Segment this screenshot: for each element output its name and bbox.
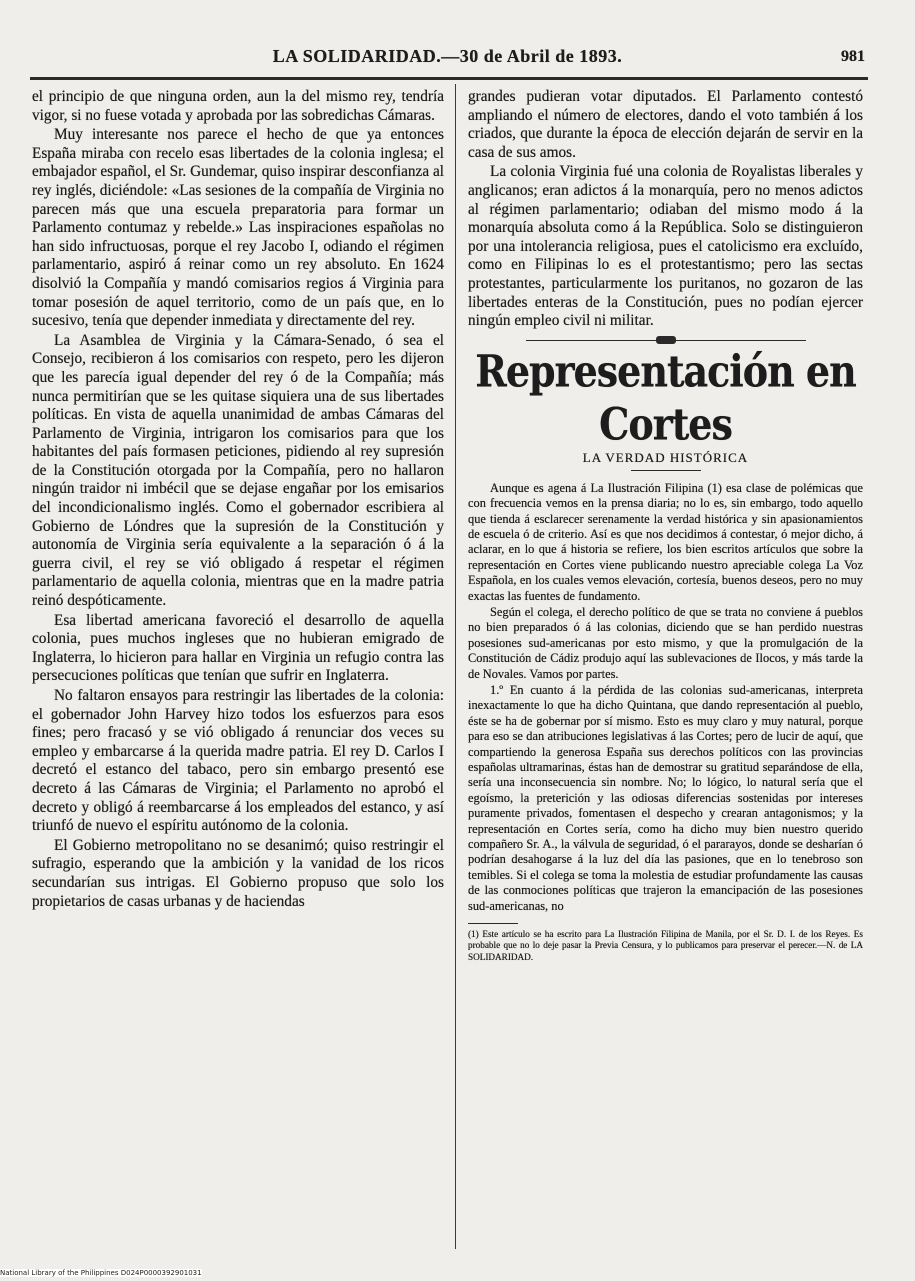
left-paragraph: el principio de que ninguna orden, aun la del mismo rey, tendría vigor, si no fuese votada y aprobada por las sobredichas Cámaras. [32,88,444,124]
article-paragraph: Aunque es agena á La Ilustración Filipina (1) esa clase de polémicas que con frecuencia vemos en la prensa diaria; no lo es, sin embargo, todo aquello que tienda á esclarecer serenamente la verdad histórica y sin apasionamientos de escuela ó de criterio. Así es que nos decidimos á contestar, ó mejor dicho, á aclarar, en lo que á historia se refiere, los bien escritos artículos que sobre la representación en Cortes viene publicando nuestro apreciable colega La Voz Española, en los cuales vemos elevación, cortesía, buenos deseos, pero no muy exactas las fuentes de fundamento. [468,480,863,603]
article-body [468,481,863,914]
column-divider [455,84,456,1249]
left-paragraph: Esa libertad americana favoreció el desarrollo de aquella colonia, pues muchos ingleses que no hubieran emigrado de Inglaterra, lo hicieron para hallar en Virginia un refugio contra las persecuciones políticas que tenían que sufrir en Inglaterra. [32,611,444,685]
article-subtitle: LA VERDAD HISTÓRICA [582,449,749,465]
right-column [468,88,863,963]
right-column-continuation [468,88,863,331]
scan-caption: National Library of the Philippines D024P0000392901031 [0,1269,202,1277]
left-paragraph: No faltaron ensayos para restringir las libertades de la colonia: el gobernador John Harvey hizo todos los esfuerzos para esos fines; pero fracasó y se vió obligado á renunciar dos veces su empleo y embarcarse á la querida madre patria. El rey D. Carlos I decretó el estanco del tabaco, pero sin embargo presentó ese decreto á las Cámaras de Virginia; el Parlamento no aprobó el decreto y obligó á reembarcarse á los empleados del estanco, y así triunfó de nuevo el espíritu autónomo de la colonia. [32,687,444,835]
footnote: (1) Este artículo se ha escrito para La Ilustración Filipina de Manila, por el Sr. D. I. de los Reyes. Es probable que no lo deje pasar la Previa Censura, y lo publicamos para preservar el perecer.—N. de LA SOLIDARIDAD. [468,929,863,962]
right-paragraph: La colonia Virginia fué una colonia de Royalistas liberales y anglicanos; eran adictos á la monarquía, pero no menos adictos al régimen parlamentario; odiaban del mismo modo á la monarquía absoluta como á la República. Solo se distinguieron por una intolerancia religiosa, pues el catolicismo era excluído, como en Filipinas lo es el protestantismo; pero las sectas protestantes, particularmente los puritanos, no gozaron de las libertades enteras de la Constitución, pues no podían ejercer ningún empleo civil ni militar. [468,163,863,330]
left-paragraph: Muy interesante nos parece el hecho de que ya entonces España miraba con recelo esas libertades de la colonia inglesa; el embajador español, el Sr. Gundemar, quiso inspirar desconfianza al rey inglés, diciéndole: «Las sesiones de la compañía de Virginia no parecen más que una escuela preparatoria para formar un Parlamento contumaz y rebelde.» Las inspiraciones españolas no han sido infructuosas, porque el rey Jacobo I, odiando el régimen parlamentario, aspiró á reinar como un rey absoluto. En 1624 disolvió la Compañía y mandó comisarios regios á Virginia para tomar posesión de aquel territorio, como de un país que, en lo sucesivo, tenía que depender inmediata y directamente del rey. [32,126,444,330]
footnote-rule [468,923,518,924]
left-column [32,88,444,912]
header-title: LA SOLIDARIDAD.—30 de Abril de 1893. [272,46,623,66]
left-paragraph: La Asamblea de Virginia y la Cámara-Senado, ó sea el Consejo, recibieron á los comisarios con respeto, pero les dijeron que les parecía igual depender del rey ó de la Compañía; más nunca permitirían que se les quitase siquiera una de sus libertades políticas. En vista de aquella unanimidad de ambas Cámaras del Parlamento de Virginia, intrigaron los comisarios para que los habitantes del país formasen peticiones, pidiendo al rey supresión de la Constitución otorgada por la Compañía, pero no hallaron ningún traidor ni imbécil que se dejase engañar por los emisarios del incondicionalismo inglés. Como el gobernador escribiera al Gobierno de Lóndres que la supresión de la Constitución y autonomía de Virginia sería equivalente a la separación ó á la guerra civil, el rey se vió obligado á respetar el régimen parlamentario de aquella colonia, mientras que en la madre patria reinó despóticamente. [32,331,444,610]
page-number: 981 [841,48,865,65]
article-title: Representación en Cortes [475,344,856,450]
page-header [30,46,865,72]
article-paragraph: 1.º En cuanto á la pérdida de las colonias sud-americanas, interpreta inexactamente lo que ha dicho Quintana, que dando representación al pueblo, éste se ha de gobernar por sí mismo. Esto es muy claro y muy natural, porque para eso se dan atribuciones legislativas á las Cortes; pero de lucir de aquí, que compartiendo la generosa España sus derechos políticos con las provincias españolas ultramarinas, éstas han de demostrar su gratitud separándose de ella, sería una inconsecuencia sin nombre. No; lo lógico, lo natural sería que el egoísmo, la preterición y las odiosas diferencias sostenidas por intereses puramente privados, fomentasen el despecho y crearan antagonismos; y la representación en Cortes sería, como ha dicho muy bien nuestro querido compañero Sr. A., la válvula de seguridad, ó el pararayos, donde se desharían ó podrían desahogarse á la luz del día las pasiones, que en lo tenebroso son temibles. Si el colega se toma la molestia de estudiar profundamente las causas de las conmociones políticas que trajeron la emancipación de las posesiones sud-americanas, no [468,683,863,913]
article-paragraph: Según el colega, el derecho político de que se trata no conviene á pueblos no bien preparados ó á las colonias, diciendo que se han perdido nuestras posesiones sud-americanas por esto mismo, y que la promulgación de la Constitución de Cádiz produjo aquí las sublevaciones de Ilocos, y más tarde la de Novales. Vamos por partes. [468,604,863,681]
header-rule [30,77,868,80]
subtitle-rule [631,470,701,471]
right-paragraph: grandes pudieran votar diputados. El Parlamento contestó ampliando el número de electores, dando el voto también á los criados, que durante la época de elección dejarán de servir en la casa de sus amos. [468,88,863,161]
left-paragraph: El Gobierno metropolitano no se desanimó; quiso restringir el sufragio, esperando que la ambición y la vanidad de los ricos secundarían sus intrigas. El Gobierno propuso que solo los propietarios de casas urbanas y de haciendas [32,836,444,910]
